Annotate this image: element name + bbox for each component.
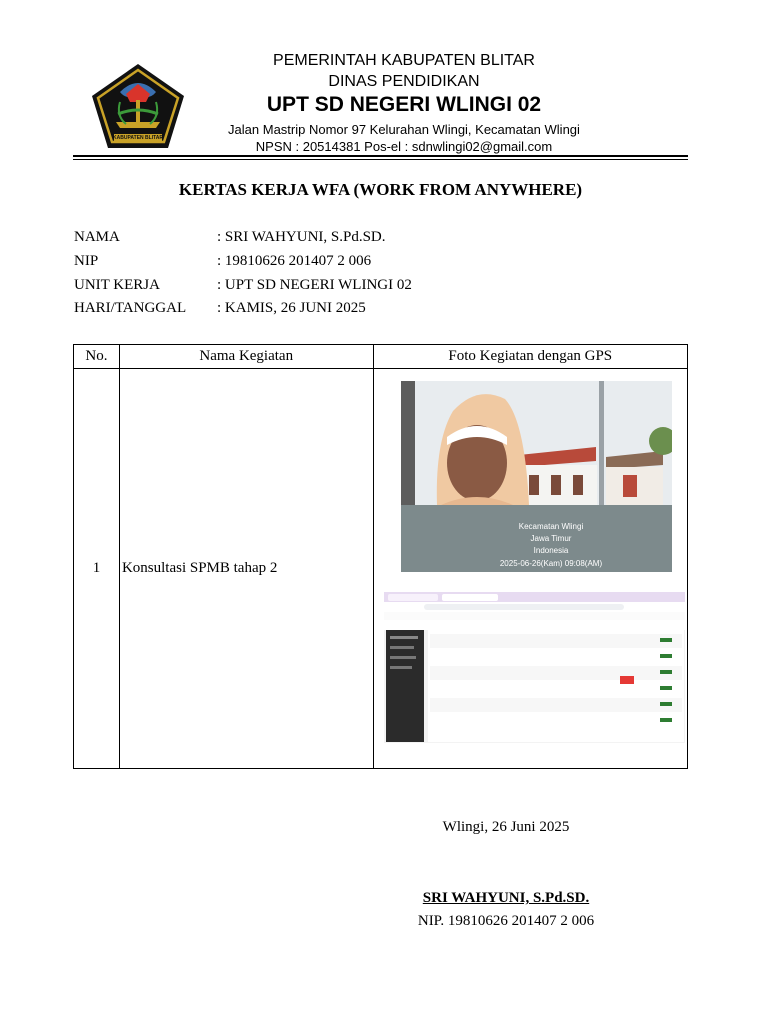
gps-timestamp: 2025-06-26(Kam) 09:08(AM)	[499, 559, 603, 568]
info-label-unit: UNIT KERJA	[74, 277, 160, 293]
info-value-name: : SRI WAHYUNI, S.Pd.SD.	[217, 229, 386, 245]
school-contact: NPSN : 20514381 Pos-el : sdnwlingi02@gmail.com	[255, 139, 553, 154]
gps-location-line-2: Jawa Timur	[530, 534, 572, 543]
header-rule-thin	[73, 159, 688, 160]
gps-location-line-3: Indonesia	[533, 546, 569, 555]
signature-name: SRI WAHYUNI, S.Pd.SD.	[422, 890, 590, 906]
header-activity: Nama Kegiatan	[119, 345, 373, 369]
logo-caption: KABUPATEN BLITAR	[113, 135, 163, 141]
info-value-nip: : 19810626 201407 2 006	[217, 253, 372, 269]
signature-nip: NIP. 19810626 201407 2 006	[417, 913, 595, 929]
info-label-date: HARI/TANGGAL	[74, 300, 187, 316]
browser-screenshot	[384, 592, 685, 743]
info-value-unit: : UPT SD NEGERI WLINGI 02	[217, 277, 412, 293]
row-activity: Konsultasi SPMB tahap 2	[119, 369, 373, 769]
info-label-name: NAMA	[74, 229, 120, 245]
info-label-nip: NIP	[74, 253, 99, 269]
header-photo: Foto Kegiatan dengan GPS	[373, 345, 687, 369]
table-header-row	[74, 345, 688, 369]
info-value-date: : KAMIS, 26 JUNI 2025	[217, 300, 366, 316]
signature-place-date: Wlingi, 26 Juni 2025	[442, 819, 570, 835]
gps-selfie-photo	[401, 381, 672, 572]
header-rule-thick	[73, 155, 688, 157]
header-no: No.	[74, 345, 120, 369]
government-name: PEMERINTAH KABUPATEN BLITAR	[273, 52, 535, 69]
document-title: KERTAS KERJA WFA (WORK FROM ANYWHERE)	[178, 180, 583, 199]
school-name: UPT SD NEGERI WLINGI 02	[266, 93, 542, 116]
row-number: 1	[74, 369, 120, 769]
school-address: Jalan Mastrip Nomor 97 Kelurahan Wlingi, Kecamatan Wlingi	[228, 122, 580, 137]
department-name: DINAS PENDIDIKAN	[328, 73, 480, 90]
gps-location-line-1: Kecamatan Wlingi	[518, 522, 584, 531]
